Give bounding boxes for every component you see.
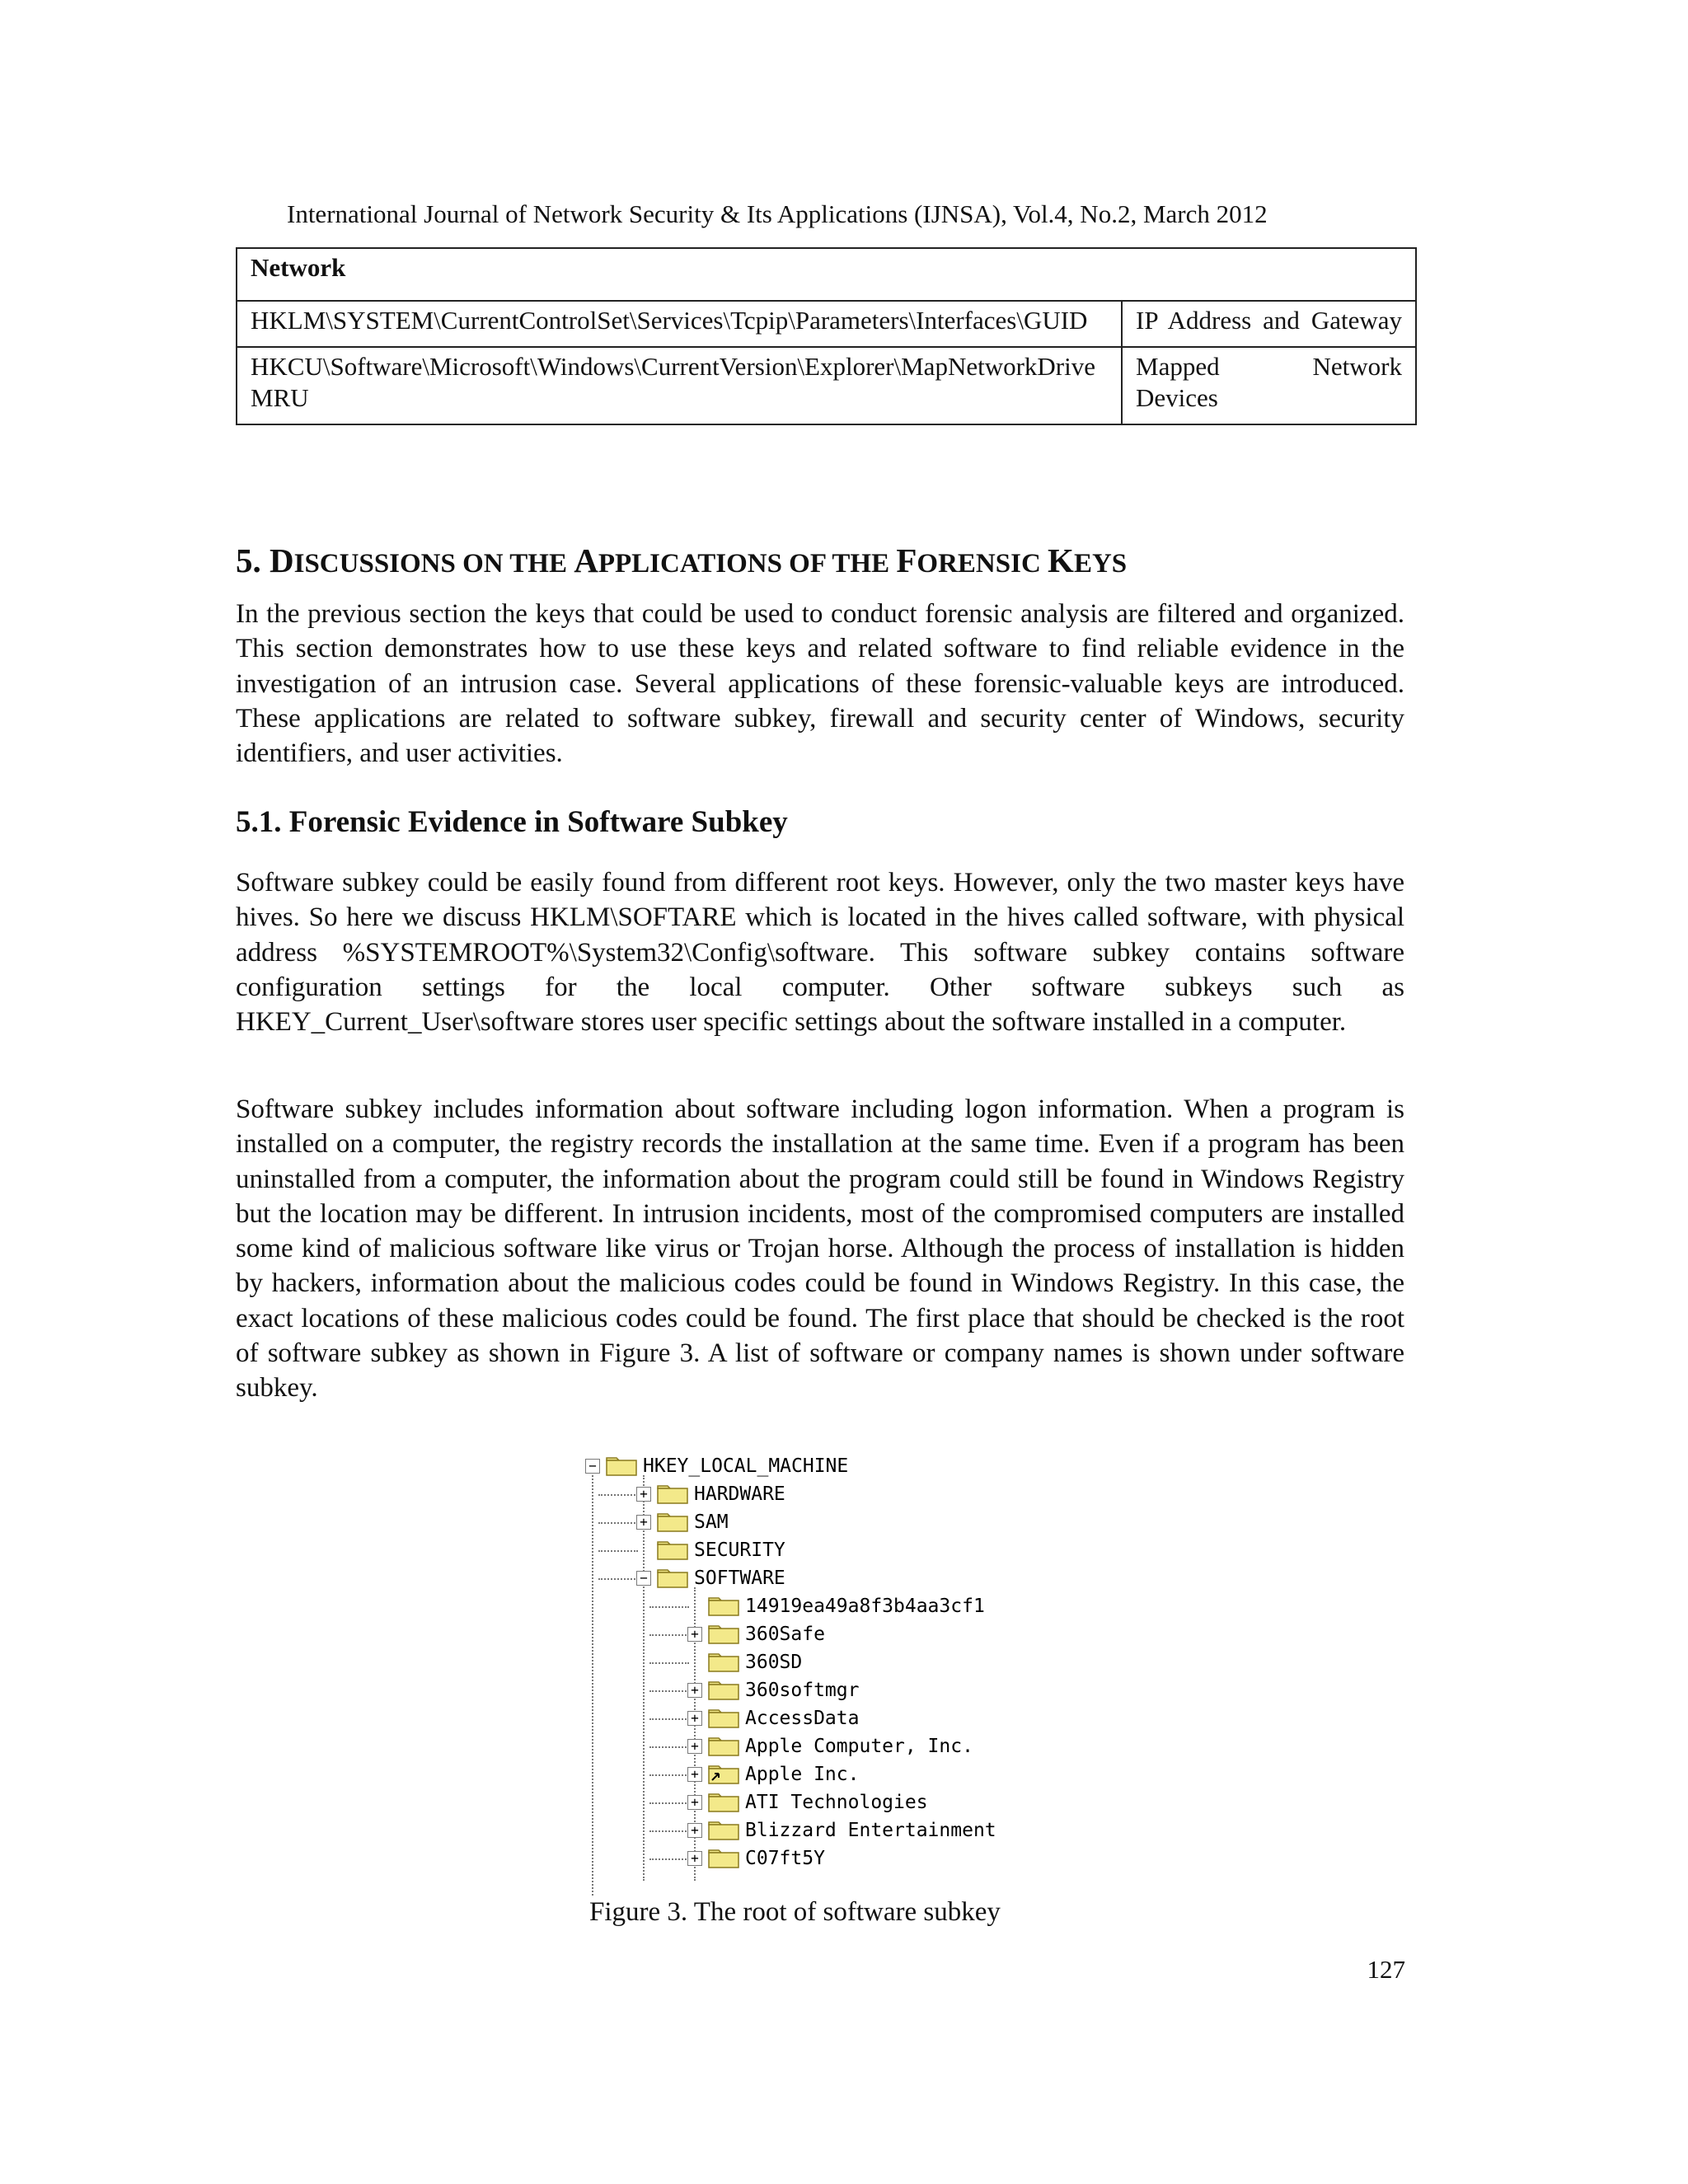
tree-connector (598, 1578, 638, 1580)
expand-icon[interactable]: + (687, 1739, 702, 1754)
table-cell-description: Mapped Network Devices (1122, 347, 1416, 424)
collapse-icon[interactable]: − (585, 1459, 600, 1474)
folder-icon (656, 1540, 689, 1561)
section-number: 5. (236, 541, 261, 579)
folder-shortcut-icon (707, 1764, 740, 1785)
section-title-word: KEYS (1048, 541, 1128, 579)
folder-icon (656, 1568, 689, 1589)
tree-connector (598, 1494, 638, 1496)
section-5-heading (236, 540, 1431, 584)
registry-keys-table (236, 247, 1417, 425)
expand-icon[interactable]: + (687, 1767, 702, 1782)
tree-node-label[interactable]: HARDWARE (694, 1483, 785, 1505)
folder-icon (605, 1455, 638, 1477)
collapse-icon[interactable]: − (636, 1571, 651, 1586)
expand-icon[interactable]: + (636, 1515, 651, 1530)
folder-icon (707, 1624, 740, 1645)
tree-connector (649, 1774, 689, 1776)
expand-icon[interactable]: + (687, 1683, 702, 1698)
tree-node-label[interactable]: HKEY_LOCAL_MACHINE (643, 1455, 849, 1477)
folder-icon (656, 1511, 689, 1533)
table-cell-description: IP Address and Gateway (1122, 301, 1416, 347)
tree-node-label[interactable]: 360Safe (745, 1624, 825, 1645)
folder-icon (656, 1483, 689, 1505)
tree-guide-line (643, 1475, 645, 1881)
expand-icon[interactable]: + (687, 1823, 702, 1838)
tree-node-label[interactable]: C07ft5Y (745, 1848, 825, 1869)
tree-connector (649, 1830, 689, 1832)
tree-guide-line (592, 1475, 593, 1896)
expand-icon[interactable]: + (636, 1487, 651, 1502)
table-section-row (237, 248, 1416, 301)
tree-node-label[interactable]: 360SD (745, 1652, 803, 1673)
folder-icon (707, 1708, 740, 1729)
table-cell-key: HKCU\Software\Microsoft\Windows\CurrentVersion\Explorer\MapNetworkDriveMRU (237, 347, 1122, 424)
table-row (237, 347, 1416, 424)
tree-node-label[interactable]: 14919ea49a8f3b4aa3cf1 (745, 1596, 985, 1617)
tree-node-label[interactable]: Apple Computer, Inc. (745, 1736, 973, 1757)
folder-icon (707, 1820, 740, 1841)
folder-icon (707, 1792, 740, 1813)
tree-connector (649, 1858, 689, 1860)
section-5-paragraph: In the previous section the keys that could be used to conduct forensic analysis are filtered and organized. This section demonstrates how to use these keys and related software to find reliable evidence in the investigation of an intrusion case. Several applications of these forensic-valuable keys are introduced. These applications are related to software subkey, firewall and security center of Windows, security identifiers, and user activities. (236, 599, 1404, 769)
section-title-word: DISCUSSIONS ON THE (270, 541, 574, 579)
tree-connector (649, 1802, 689, 1804)
folder-icon (707, 1736, 740, 1757)
tree-connector (649, 1746, 689, 1748)
tree-node-label[interactable]: SECURITY (694, 1540, 785, 1561)
tree-node-label[interactable]: AccessData (745, 1708, 860, 1729)
tree-connector (649, 1606, 689, 1608)
folder-icon (707, 1596, 740, 1617)
section-5-1-paragraph-2: Software subkey includes information about software including logon information. When a program is installed on a computer, the registry records the installation at the same time. Even if a program has been uninstalled from a computer, the information about the program could still be found in Windows Registry but the location may be different. In intrusion incidents, most of the compromised computers are installed some kind of malicious software like virus or Trojan horse. Although the process of installation is hidden by hackers, information about the malicious codes could be found in Windows Registry. In this case, the exact locations of these malicious codes could be found. The first place that should be checked is the root of software subkey as shown in Figure 3. A list of software or company names is shown under software subkey. (236, 1094, 1404, 1404)
table-row (237, 301, 1416, 347)
expand-icon[interactable]: + (687, 1711, 702, 1726)
tree-connector (598, 1550, 638, 1552)
tree-connector (649, 1718, 689, 1720)
tree-node-label[interactable]: 360softmgr (745, 1680, 860, 1701)
folder-icon (707, 1848, 740, 1869)
tree-connector (649, 1634, 689, 1636)
tree-connector (649, 1690, 689, 1692)
section-5-1-heading: 5.1. Forensic Evidence in Software Subkey (236, 805, 788, 839)
running-header: International Journal of Network Security & Its Applications (IJNSA), Vol.4, No.2, March 2012 (287, 199, 1268, 228)
folder-icon (707, 1680, 740, 1701)
tree-node-label[interactable]: ATI Technologies (745, 1792, 928, 1813)
expand-icon[interactable]: + (687, 1627, 702, 1642)
page-number: 127 (1367, 1955, 1405, 1984)
section-title-word: FORENSIC (896, 541, 1048, 579)
section-5-1-paragraph-1: Software subkey could be easily found from different root keys. However, only the two master keys have hives. So here we discuss HKLM\SOFTARE which is located in the hives called software, with physical address %SYSTEMROOT%\System32\Config\software. This software subkey contains software configuration settings for the local computer. Other software subkeys such as HKEY_Current_User\software stores user specific settings about the software installed in a computer. (236, 868, 1404, 1038)
folder-icon (707, 1652, 740, 1673)
tree-connector (649, 1662, 689, 1664)
expand-icon[interactable]: + (687, 1851, 702, 1866)
tree-node-label[interactable]: SOFTWARE (694, 1568, 785, 1589)
table-section-label: Network (237, 248, 1416, 301)
tree-node-label[interactable]: SAM (694, 1511, 729, 1533)
table-cell-key: HKLM\SYSTEM\CurrentControlSet\Services\Tcpip\Parameters\Interfaces\GUID (237, 301, 1122, 347)
registry-tree-figure (577, 1452, 1104, 1869)
tree-connector (598, 1522, 638, 1524)
expand-icon[interactable]: + (687, 1795, 702, 1810)
section-title-word: APPLICATIONS OF THE (574, 541, 897, 579)
tree-node-label[interactable]: Blizzard Entertainment (745, 1820, 996, 1841)
figure-caption: Figure 3. The root of software subkey (589, 1897, 1001, 1927)
tree-node-label[interactable]: Apple Inc. (745, 1764, 860, 1785)
